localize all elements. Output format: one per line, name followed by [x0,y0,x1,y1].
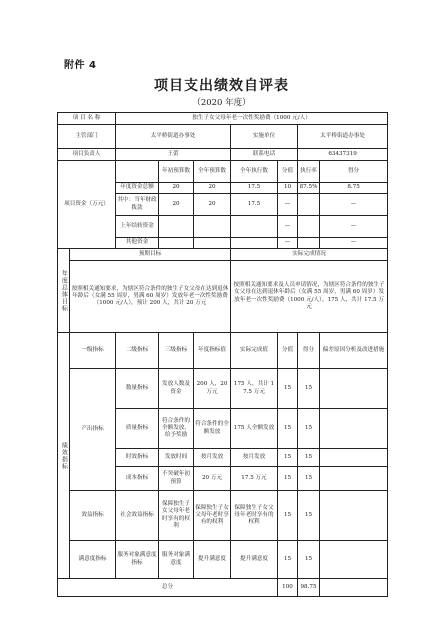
ind-actual: 17.5 万元 [231,467,278,491]
funds-row-total: 20 [194,183,231,194]
ind-reason [320,409,388,449]
funds-row-name: 其他资金 [116,238,159,249]
expected-goal: 按照相关通知要求，为辖区符合条件的独生子女父母在达到退休年龄后（女满 55 周岁，男满 60 周岁）发放年老一次性奖励费（1000 元/人），预计 200 人，共计 20 万元 [70,261,231,333]
funds-row-budget: 20 [159,183,194,194]
ind-points: 15 [298,449,320,467]
project-name: 独生子女父母年老一次性奖励费（1000 元/人） [116,113,388,125]
funds-row-rate [298,238,320,249]
indicator-row [58,491,388,541]
benefit-label: 效益指标 [70,491,116,541]
funds-row-points: — [320,194,388,216]
project-name-label: 项 目 名 称 [58,113,116,125]
row-goals-header [58,249,388,261]
ind-l2: 质量指标 [116,409,159,449]
output-label: 产出指标 [70,369,116,491]
ind-actual: 175 人全额发放 [231,409,278,449]
ind-points: 15 [298,409,320,449]
ind-score: 15 [278,409,298,449]
actual-result: 按照相关通知要求及人员申请情况，为辖区符合条件的独生子女父母在达到退休年龄后（女满 55 周岁，男满 60 周岁）发放年老一次性奖励费（1000 元/人），175 人，共计 17.5 万元 [231,261,388,333]
ind-actual: 按月发放 [231,449,278,467]
leader-label: 项目负责人 [58,149,116,161]
funds-row-exec [231,238,278,249]
funds-row-exec: 17.5 [231,194,278,216]
col-target: 年度指标值 [194,333,231,369]
ind-points: 15 [298,491,320,541]
col-l2: 二级指标 [116,333,159,369]
funds-row-budget: 20 [159,194,194,216]
ind-l3: 符合条件的全额发放，给予奖励 [159,409,194,449]
funds-row-name: 年度资金总额 [116,183,159,194]
funds-row-name: 上年结转资金 [116,216,159,238]
col-points: 得分 [320,161,388,183]
indicator-row [58,369,388,409]
ind-l3: 服务对象满意度 [159,541,194,579]
total-score: 100 [278,579,298,597]
ind-l3: 不突破年初预算 [159,467,194,491]
ind-l3: 保障独生子女父母年老时享有的权利 [159,491,194,541]
row-leader [58,149,388,161]
ind-actual: 提升满意度 [231,541,278,579]
col-reason: 偏差原因分析及改进措施 [320,333,388,369]
funds-row-points: — [320,238,388,249]
unit-value: 太平桥街道办事处 [298,125,388,149]
funds-row-budget [159,216,194,238]
col-l3: 三级指标 [159,333,194,369]
ind-l3: 发放时间 [159,449,194,467]
total-reason [320,579,388,597]
indicators-label: 绩效指标 [58,333,70,579]
row-goals-body [58,261,388,333]
ind-target: 保障独生子女父母年老时享有的权利 [194,491,231,541]
ind-target: 200 人，20 万元 [194,369,231,409]
funds-label: 项目资金（万元） [58,161,116,249]
ind-score: 15 [278,449,298,467]
funds-row-total [194,216,231,238]
row-department [58,125,388,149]
ind-target: 提升满意度 [194,541,231,579]
funds-row-points: 8.75 [320,183,388,194]
ind-l2: 时效指标 [116,449,159,467]
ind-reason [320,449,388,467]
ind-target: 符合条件的全额发放 [194,409,231,449]
ind-l2: 成本指标 [116,467,159,491]
goals-label: 年度总体目标 [58,249,70,333]
ind-l2: 社会效益指标 [116,491,159,541]
funds-row-rate [298,194,320,216]
funds-row-score: — [278,216,298,238]
ind-score: 15 [278,467,298,491]
ind-l2: 数量指标 [116,369,159,409]
ind-score: 15 [278,491,298,541]
col-score: 分值 [278,161,298,183]
funds-row-total [194,238,231,249]
col-ind-score: 分值 [278,333,298,369]
indicator-row [58,541,388,579]
total-points: 98.75 [298,579,320,597]
ind-reason [320,369,388,409]
phone-label: 联系电话 [231,149,298,161]
funds-row-name: 其中：当年财政拨款 [116,194,159,216]
ind-reason [320,541,388,579]
funds-row-score: — [278,238,298,249]
ind-reason [320,467,388,491]
row-indicator-header [58,333,388,369]
col-total: 全年预算数 [194,161,231,183]
col-ind-points: 得分 [298,333,320,369]
ind-reason [320,491,388,541]
ind-target: 按月发放 [194,449,231,467]
col-l1: 一级指标 [70,333,116,369]
unit-label: 实施单位 [231,125,298,149]
funds-row-score: — [278,194,298,216]
ind-target: 20 万元 [194,467,231,491]
ind-actual: 保障独生子女父母年老时享有的权利 [231,491,278,541]
funds-blank-header [116,161,159,183]
ind-points: 15 [298,369,320,409]
leader-value: 王蕾 [116,149,231,161]
funds-row-points: — [320,216,388,238]
funds-row-total: 20 [194,194,231,216]
ind-score: 15 [278,369,298,409]
evaluation-table [57,112,388,597]
col-budget: 年初预算数 [159,161,194,183]
ind-score: 15 [278,541,298,579]
row-funds-header [58,161,388,183]
page-title: 项目支出绩效自评表 [154,78,289,94]
col-actual: 实际完成值 [231,333,278,369]
dept-label: 主管部门 [58,125,116,149]
col-rate: 执行率 [298,161,320,183]
funds-row-score: 10 [278,183,298,194]
report-year: （2020 年度） [192,98,251,108]
row-total [58,579,388,597]
total-label: 总分 [58,579,278,597]
ind-l3: 发放人数及资金 [159,369,194,409]
actual-label: 实际完成情况 [231,249,388,261]
ind-points: 15 [298,467,320,491]
ind-points: 15 [298,541,320,579]
funds-row-budget [159,238,194,249]
funds-row-exec [231,216,278,238]
expected-label: 预期目标 [70,249,231,261]
ind-actual: 175 人，共计 17.5 万元 [231,369,278,409]
col-exec: 全年执行数 [231,161,278,183]
satisfaction-label: 满意度指标 [70,541,116,579]
funds-row-exec: 17.5 [231,183,278,194]
funds-row-rate: 87.5% [298,183,320,194]
attachment-label: 附件 4 [64,60,97,71]
row-project-name [58,113,388,125]
dept-value: 太平桥街道办事处 [116,125,231,149]
ind-l2: 服务对象满意度指标 [116,541,159,579]
phone-value: 63437319 [298,149,388,161]
funds-row-rate [298,216,320,238]
